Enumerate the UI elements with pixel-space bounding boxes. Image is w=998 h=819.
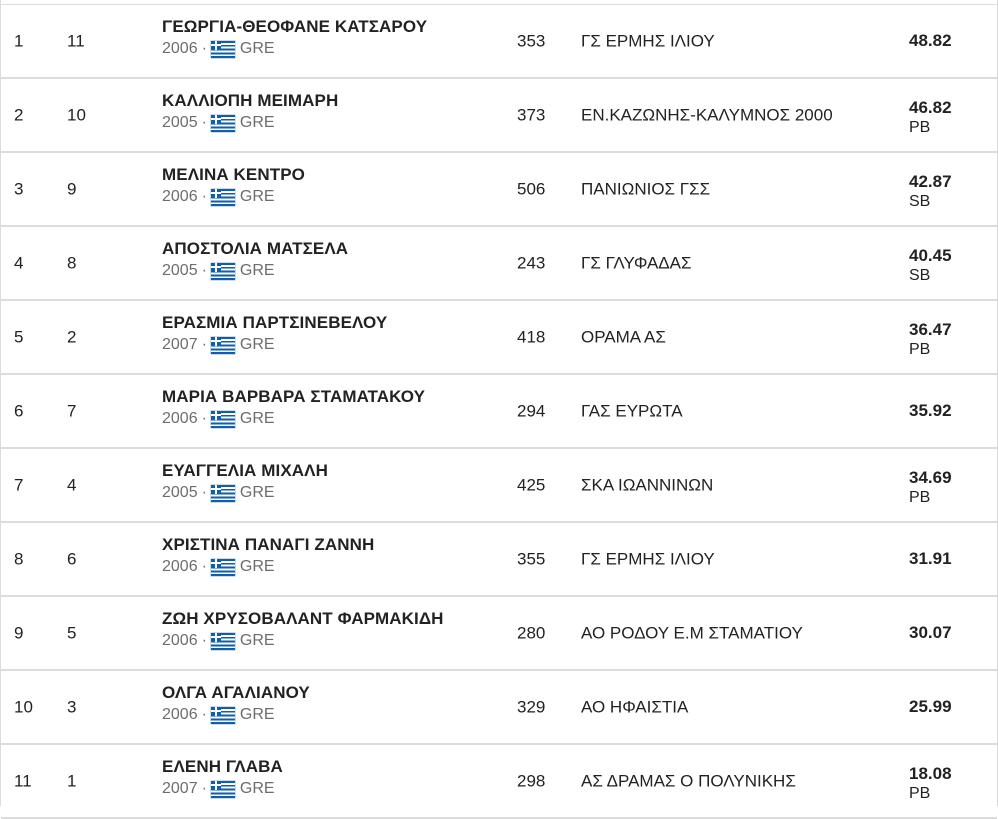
table-row[interactable] xyxy=(1,597,997,671)
athlete-name[interactable]: ΚΑΛΛΙΟΠΗ ΜΕΙΜΑΡΗ xyxy=(162,91,339,110)
meta-separator: · xyxy=(201,780,207,797)
result-mark: 25.99 xyxy=(909,697,952,716)
athlete-name[interactable]: ΖΩΗ ΧΡΥΣΟΒΑΛΑΝΤ ΦΑΡΜΑΚΙΔΗ xyxy=(162,609,444,628)
record-note: PB xyxy=(909,785,931,802)
athlete-meta xyxy=(162,336,275,354)
club-name[interactable]: ΕΝ.ΚΑΖΩΝΗΣ-ΚΑΛΥΜΝΟΣ 2000 xyxy=(581,105,833,125)
result-mark: 46.82 xyxy=(909,98,952,117)
lane: 4 xyxy=(67,475,77,495)
lane: 6 xyxy=(67,549,77,569)
table-row[interactable] xyxy=(1,375,997,449)
rank: 8 xyxy=(14,549,24,569)
greece-flag-icon xyxy=(211,485,235,502)
greece-flag-icon xyxy=(211,263,235,280)
rank: 6 xyxy=(14,401,24,421)
table-row[interactable] xyxy=(1,671,997,745)
greece-flag-icon xyxy=(211,189,235,206)
meta-separator: · xyxy=(201,484,207,501)
athlete-name[interactable]: ΕΛΕΝΗ ΓΛΑΒΑ xyxy=(162,757,283,776)
rank: 11 xyxy=(14,771,32,791)
country-code: GRE xyxy=(239,114,275,131)
rank: 9 xyxy=(14,623,24,643)
country-code: GRE xyxy=(239,336,275,353)
athlete-name[interactable]: ΜΕΛΙΝΑ ΚΕΝΤΡΟ xyxy=(162,165,305,184)
result-mark: 30.07 xyxy=(909,623,952,642)
lane: 2 xyxy=(67,327,77,347)
greece-flag-icon xyxy=(211,633,235,650)
rank: 4 xyxy=(14,253,24,273)
result-mark: 36.47 xyxy=(909,320,952,339)
country-code: GRE xyxy=(239,188,275,205)
birth-year: 2005 xyxy=(162,484,198,501)
record-note: SB xyxy=(909,193,931,210)
athlete-meta xyxy=(162,632,275,650)
result-mark: 40.45 xyxy=(909,246,952,265)
bib-number: 506 xyxy=(517,179,546,199)
record-note: PB xyxy=(909,489,931,506)
result-mark: 48.82 xyxy=(909,31,952,50)
lane: 11 xyxy=(67,31,85,51)
bib-number: 355 xyxy=(517,549,546,569)
bib-number: 353 xyxy=(517,31,546,51)
table-row[interactable] xyxy=(1,227,997,301)
rank: 5 xyxy=(14,327,24,347)
rank: 1 xyxy=(14,31,24,51)
birth-year: 2006 xyxy=(162,632,198,649)
rank: 10 xyxy=(14,697,33,717)
lane: 3 xyxy=(67,697,77,717)
table-row[interactable] xyxy=(1,5,997,79)
birth-year: 2006 xyxy=(162,188,198,205)
athlete-name[interactable]: ΜΑΡΙΑ ΒΑΡΒΑΡΑ ΣΤΑΜΑΤΑΚΟΥ xyxy=(162,387,426,406)
meta-separator: · xyxy=(201,114,207,131)
country-code: GRE xyxy=(239,262,275,279)
club-name[interactable]: ΣΚΑ ΙΩΑΝΝΙΝΩΝ xyxy=(581,475,714,495)
record-note: PB xyxy=(909,341,931,358)
bib-number: 373 xyxy=(517,105,546,125)
country-code: GRE xyxy=(239,410,275,427)
result-mark: 31.91 xyxy=(909,549,952,568)
lane: 10 xyxy=(67,105,86,125)
greece-flag-icon xyxy=(211,115,235,132)
club-name[interactable]: ΓΣ ΓΛΥΦΑΔΑΣ xyxy=(581,253,692,273)
greece-flag-icon xyxy=(211,781,235,798)
meta-separator: · xyxy=(201,632,207,649)
athlete-name[interactable]: ΑΠΟΣΤΟΛΙΑ ΜΑΤΣΕΛΑ xyxy=(162,239,349,258)
birth-year: 2006 xyxy=(162,410,198,427)
athlete-meta xyxy=(162,410,275,428)
lane: 5 xyxy=(67,623,77,643)
bib-number: 294 xyxy=(517,401,546,421)
bib-number: 280 xyxy=(517,623,546,643)
athlete-meta xyxy=(162,558,275,576)
greece-flag-icon xyxy=(211,41,235,58)
club-name[interactable]: ΑΣ ΔΡΑΜΑΣ Ο ΠΟΛΥΝΙΚΗΣ xyxy=(581,771,796,791)
greece-flag-icon xyxy=(211,559,235,576)
athlete-meta xyxy=(162,262,275,280)
bib-number: 329 xyxy=(517,697,546,717)
country-code: GRE xyxy=(239,484,275,501)
country-code: GRE xyxy=(239,632,275,649)
birth-year: 2005 xyxy=(162,262,198,279)
table-row[interactable] xyxy=(1,79,997,153)
result-mark: 18.08 xyxy=(909,764,952,783)
record-note: PB xyxy=(909,119,931,136)
meta-separator: · xyxy=(201,336,207,353)
birth-year: 2006 xyxy=(162,558,198,575)
result-mark: 35.92 xyxy=(909,401,952,420)
athlete-name[interactable]: ΕΡΑΣΜΙΑ ΠΑΡΤΣΙΝΕΒΕΛΟΥ xyxy=(162,313,388,332)
athlete-meta xyxy=(162,188,275,206)
lane: 9 xyxy=(67,179,77,199)
table-row[interactable] xyxy=(1,745,997,819)
bib-number: 298 xyxy=(517,771,546,791)
club-name[interactable]: ΟΡΑΜΑ ΑΣ xyxy=(581,327,666,347)
birth-year: 2007 xyxy=(162,780,198,797)
athlete-meta xyxy=(162,40,275,58)
country-code: GRE xyxy=(239,40,275,57)
country-code: GRE xyxy=(239,706,275,723)
meta-separator: · xyxy=(201,558,207,575)
lane: 7 xyxy=(67,401,77,421)
athlete-meta xyxy=(162,780,275,798)
athlete-meta xyxy=(162,706,275,724)
record-note: SB xyxy=(909,267,931,284)
table-row[interactable] xyxy=(1,523,997,597)
meta-separator: · xyxy=(201,40,207,57)
result-mark: 42.87 xyxy=(909,172,952,191)
greece-flag-icon xyxy=(211,707,235,724)
meta-separator: · xyxy=(201,706,207,723)
athlete-name[interactable]: ΓΕΩΡΓΙΑ-ΘΕΟΦΑΝΕ ΚΑΤΣΑΡΟΥ xyxy=(162,17,428,36)
athlete-meta xyxy=(162,484,275,502)
athlete-name[interactable]: ΟΛΓΑ ΑΓΑΛΙΑΝΟΥ xyxy=(162,683,310,702)
meta-separator: · xyxy=(201,410,207,427)
meta-separator: · xyxy=(201,262,207,279)
rank: 3 xyxy=(14,179,24,199)
birth-year: 2006 xyxy=(162,40,198,57)
club-name[interactable]: ΑΟ ΗΦΑΙΣΤΙΑ xyxy=(581,697,689,717)
rank: 2 xyxy=(14,105,24,125)
club-name[interactable]: ΓΣ ΕΡΜΗΣ ΙΛΙΟΥ xyxy=(581,549,715,569)
bib-number: 418 xyxy=(517,327,546,347)
club-name[interactable]: ΑΟ ΡΟΔΟΥ Ε.Μ ΣΤΑΜΑΤΙΟΥ xyxy=(581,623,803,643)
birth-year: 2007 xyxy=(162,336,198,353)
bib-number: 425 xyxy=(517,475,546,495)
table-row[interactable] xyxy=(1,449,997,523)
club-name[interactable]: ΓΣ ΕΡΜΗΣ ΙΛΙΟΥ xyxy=(581,31,715,51)
country-code: GRE xyxy=(239,780,275,797)
meta-separator: · xyxy=(201,188,207,205)
country-code: GRE xyxy=(239,558,275,575)
lane: 8 xyxy=(67,253,77,273)
greece-flag-icon xyxy=(211,411,235,428)
club-name[interactable]: ΠΑΝΙΩΝΙΟΣ ΓΣΣ xyxy=(581,179,711,199)
greece-flag-icon xyxy=(211,337,235,354)
bib-number: 243 xyxy=(517,253,546,273)
club-name[interactable]: ΓΑΣ ΕΥΡΩΤΑ xyxy=(581,401,683,421)
athlete-name[interactable]: ΧΡΙΣΤΙΝΑ ΠΑΝΑΓΙ ΖΑΝΝΗ xyxy=(162,535,375,554)
table-row[interactable] xyxy=(1,153,997,227)
result-mark: 34.69 xyxy=(909,468,952,487)
rank: 7 xyxy=(14,475,24,495)
athlete-meta xyxy=(162,114,275,132)
birth-year: 2005 xyxy=(162,114,198,131)
table-row[interactable] xyxy=(1,301,997,375)
birth-year: 2006 xyxy=(162,706,198,723)
lane: 1 xyxy=(67,771,77,791)
athlete-name[interactable]: ΕΥΑΓΓΕΛΙΑ ΜΙΧΑΛΗ xyxy=(162,461,328,480)
